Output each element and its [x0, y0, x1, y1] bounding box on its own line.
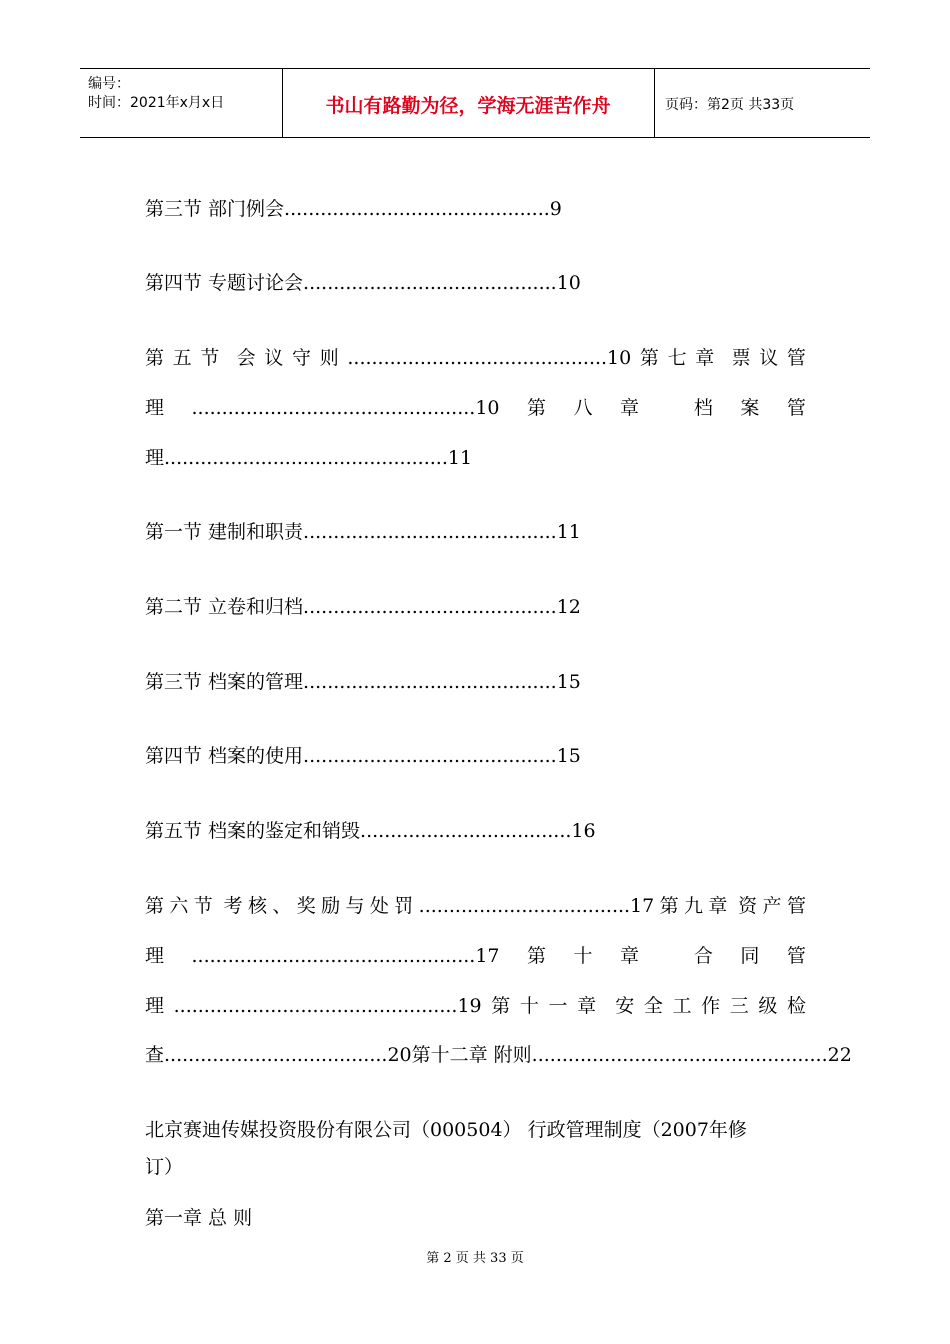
toc-token: 章: [577, 995, 597, 1017]
header-page-cell: [655, 69, 870, 137]
header-motto-cell: [282, 69, 655, 137]
toc-token: 章: [619, 945, 639, 967]
toc-token: 罚: [394, 895, 414, 917]
toc-token: 档: [693, 397, 713, 419]
toc-token: 奖: [296, 895, 316, 917]
toc-token: 励: [321, 895, 341, 917]
page-number-label: 页码：第2页 共33页: [665, 97, 795, 113]
toc-entry: 第二节 立卷和归档..........................................12: [145, 596, 581, 618]
toc-token: 议: [264, 347, 284, 369]
toc-token: 级: [758, 995, 778, 1017]
toc-token: 考: [223, 895, 243, 917]
toc-token: 第: [639, 347, 659, 369]
toc-token: 节: [200, 347, 220, 369]
toc-token: 第: [659, 895, 679, 917]
toc-entry: 第一节 建制和职责..........................................11: [145, 521, 581, 543]
toc-token: 案: [740, 397, 760, 419]
toc-token: 理: [145, 995, 165, 1017]
toc-token: 管: [786, 347, 806, 369]
toc-token: 、: [272, 895, 292, 917]
toc-token: 三: [729, 995, 749, 1017]
toc-token: 处: [369, 895, 389, 917]
toc-token: 核: [247, 895, 267, 917]
toc-entry: 查.....................................20第十二章 附则.................................................22: [145, 1044, 852, 1066]
toc-token: 检: [786, 995, 806, 1017]
toc-token: 第: [527, 945, 547, 967]
toc-token: 管: [786, 945, 806, 967]
toc-token: 守: [292, 347, 312, 369]
toc-token: 产: [762, 895, 782, 917]
company-title-continuation: 订）: [145, 1156, 184, 1178]
toc-token: 第: [145, 895, 165, 917]
toc-token: 十: [519, 995, 539, 1017]
toc-token: 九: [684, 895, 704, 917]
toc-token: 八: [573, 397, 593, 419]
toc-token: 理: [145, 397, 165, 419]
toc-token: ...................................17: [418, 895, 655, 917]
toc-token: 合: [693, 945, 713, 967]
toc-token: 第: [527, 397, 547, 419]
toc-token: 议: [759, 347, 779, 369]
toc-entry: 理...............................................11: [145, 447, 473, 469]
toc-token: ...............................................19: [173, 995, 482, 1017]
toc-entry: 第四节 专题讨论会..........................................10: [145, 272, 581, 294]
toc-token: 七: [667, 347, 687, 369]
toc-entry: 第三节 档案的管理..........................................15: [145, 671, 581, 693]
toc-token: 一: [548, 995, 568, 1017]
toc-token: 章: [695, 347, 715, 369]
chapter-heading: 第一章 总 则: [145, 1207, 253, 1229]
toc-justified-row: [145, 944, 806, 968]
toc-token: 则: [319, 347, 339, 369]
toc-entry: 第五节 档案的鉴定和销毁...................................16: [145, 820, 596, 842]
toc-token: 章: [708, 895, 728, 917]
toc-token: 章: [619, 397, 639, 419]
toc-entry: 第三节 部门例会............................................9: [145, 198, 562, 220]
toc-justified-row: [145, 894, 806, 918]
toc-justified-row: [145, 346, 806, 370]
page-header: [80, 68, 870, 138]
toc-token: 第: [491, 995, 511, 1017]
toc-token: 同: [740, 945, 760, 967]
toc-token: ...........................................10: [347, 347, 632, 369]
page-footer: 第 2 页 共 33 页: [426, 1251, 524, 1266]
toc-token: ...............................................10: [191, 397, 500, 419]
header-meta-cell: [80, 69, 283, 137]
company-title: 北京赛迪传媒投资股份有限公司（000504） 行政管理制度（2007年修: [145, 1119, 747, 1141]
toc-token: 第: [145, 347, 165, 369]
number-label: 编号：: [88, 76, 130, 92]
toc-token: 工: [672, 995, 692, 1017]
toc-entry: 第四节 档案的使用..........................................15: [145, 745, 581, 767]
toc-justified-row: [145, 396, 806, 420]
toc-token: 作: [701, 995, 721, 1017]
toc-token: 安: [615, 995, 635, 1017]
toc-token: 会: [236, 347, 256, 369]
toc-token: 节: [193, 895, 213, 917]
toc-token: 理: [145, 945, 165, 967]
toc-token: ...............................................17: [191, 945, 500, 967]
toc-token: 全: [643, 995, 663, 1017]
toc-token: 与: [345, 895, 365, 917]
toc-justified-row: [145, 994, 806, 1018]
toc-token: 管: [786, 397, 806, 419]
time-label: 时间：2021年x月x日: [88, 95, 225, 111]
toc-token: 六: [169, 895, 189, 917]
motto-text: 书山有路勤为径，学海无涯苦作舟: [325, 95, 611, 117]
toc-token: 管: [786, 895, 806, 917]
toc-token: 五: [172, 347, 192, 369]
toc-token: 资: [738, 895, 758, 917]
toc-token: 票: [731, 347, 751, 369]
toc-token: 十: [573, 945, 593, 967]
